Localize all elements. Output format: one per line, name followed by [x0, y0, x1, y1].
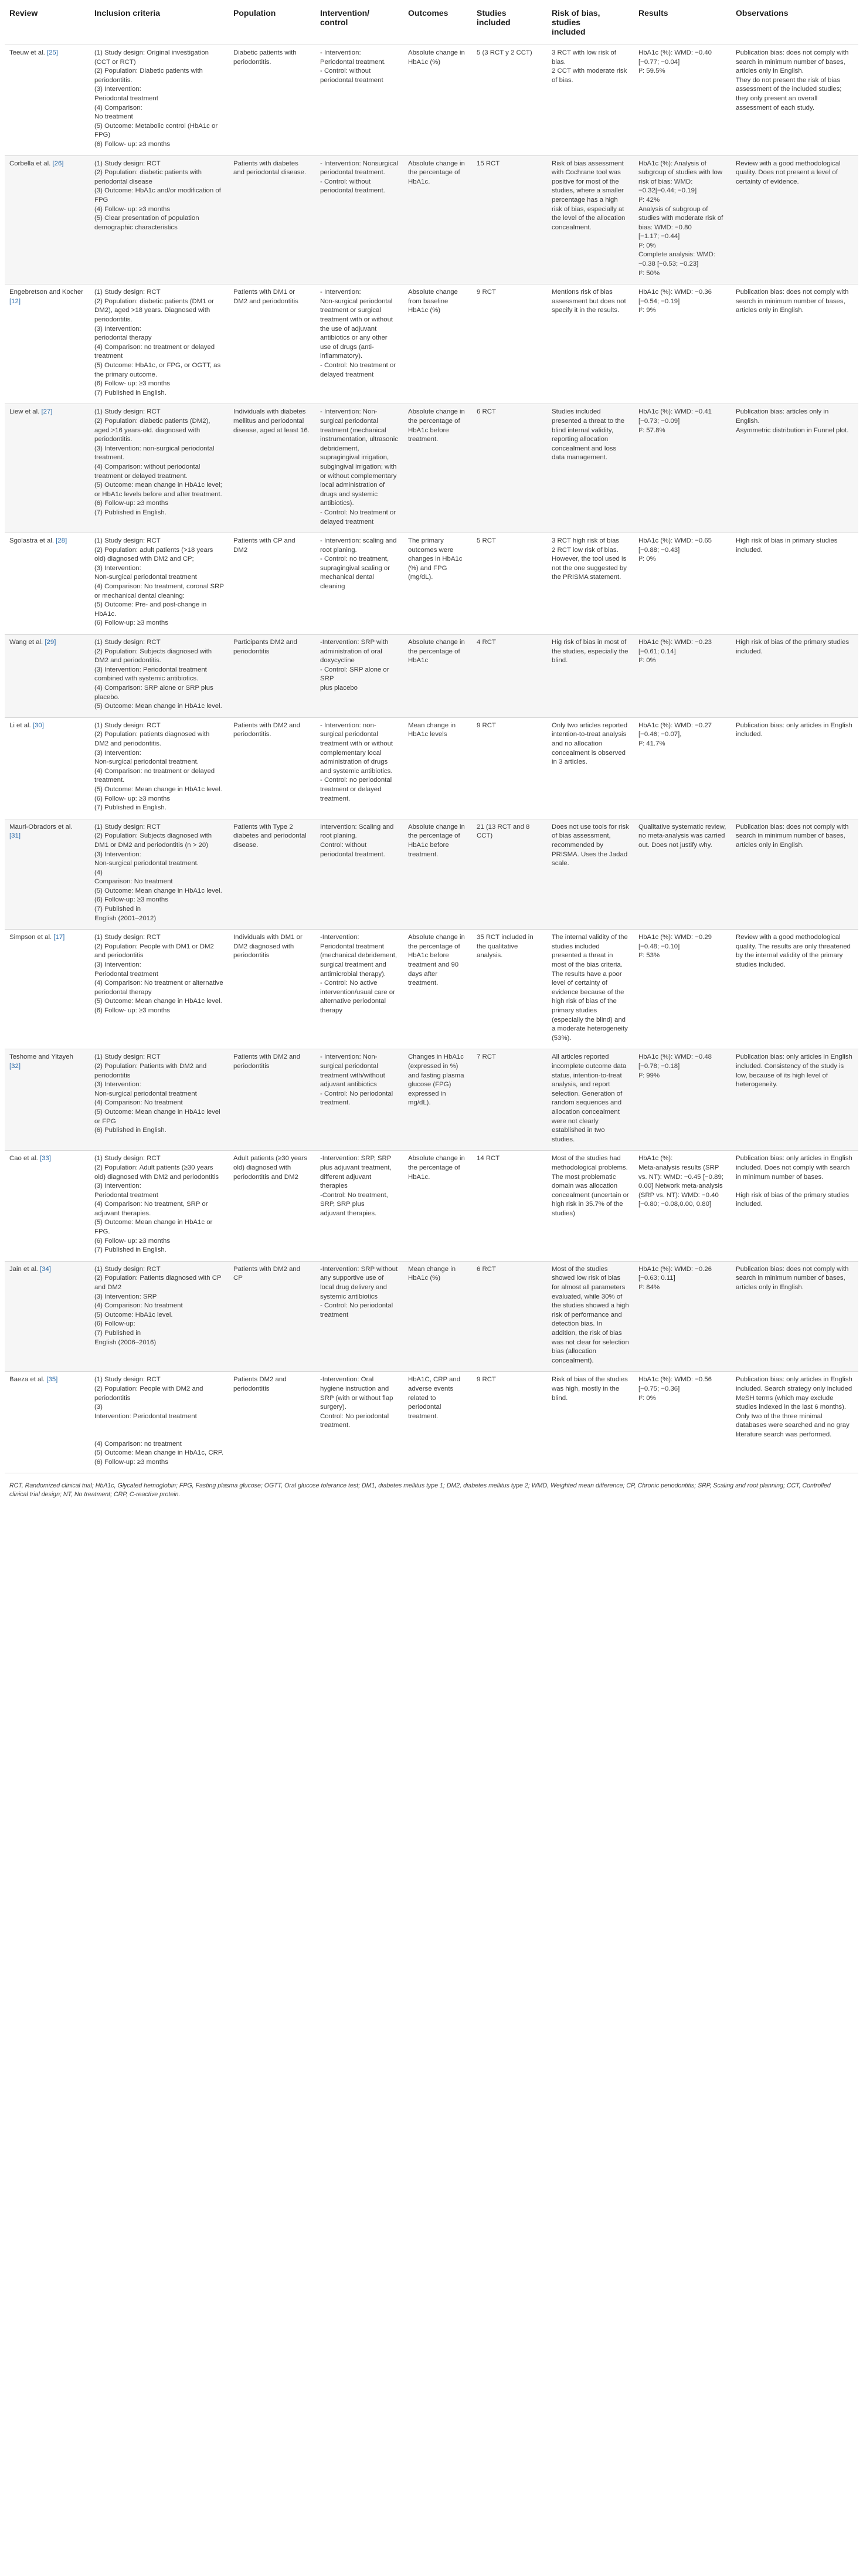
cell-inclusion-criteria: (1) Study design: RCT (2) Population: diabetic patients with periodontal disease (3) Outcome: HbA1c and/or modification of FPG (4) Follow- up: ≥3 months (5) Clear presentation of population demographic characteristics [90, 155, 229, 284]
cell-population: Adult patients (≥30 years old) diagnosed with periodontitis and DM2 [229, 1151, 315, 1262]
cell-risk-of-bias: All articles reported incomplete outcome data status, intention-to-treat analysis, and report selection. Generation of random sequences and allocation concealment were not clearly established in two studies. [547, 1049, 634, 1151]
reference-link[interactable]: [30] [32, 721, 44, 729]
cell-review [5, 1261, 90, 1372]
table-row [5, 819, 858, 930]
cell-outcomes: HbA1C, CRP and adverse events related to periodontal treatment. [403, 1372, 472, 1473]
header-row [5, 0, 858, 45]
cell-risk-of-bias: Risk of bias assessment with Cochrane tool was positive for most of the studies, where a smaller percentage has a high risk of bias, especially at the level of the allocation concealment. [547, 155, 634, 284]
cell-inclusion-criteria: (1) Study design: RCT (2) Population: Patients with DM2 and periodontitis (3) Intervention: Non-surgical periodontal treatment (4) Comparison: No treatment (5) Outcome: Mean change in HbA1c level or FPG (6) Published in English. [90, 1049, 229, 1151]
table-row [5, 404, 858, 533]
cell-population: Patients with DM2 and periodontitis [229, 1049, 315, 1151]
cell-inclusion-criteria: (1) Study design: RCT (2) Population: People with DM2 and periodontitis (3) Intervention: Periodontal treatment (4) Comparison: no treatment (5) Outcome: Mean change in HbA1c, CRP. (6) Follow-up: ≥3 months [90, 1372, 229, 1473]
cell-observations: Publication bias: only articles in English included. [731, 717, 858, 819]
table-row [5, 1372, 858, 1473]
cell-observations: Review with a good methodological quality. Does not present a level of certainty of evidence. [731, 155, 858, 284]
table-row [5, 284, 858, 404]
cell-intervention-control: -Intervention: Oral hygiene instruction and SRP (with or without flap surgery). Control: No periodontal treatment. [315, 1372, 403, 1473]
cell-studies-included: 6 RCT [472, 1261, 547, 1372]
table-row [5, 635, 858, 718]
cell-inclusion-criteria: (1) Study design: RCT (2) Population: Adult patients (≥30 years old) diagnosed with DM2 and periodontitis (3) Intervention: Periodontal treatment (4) Comparison: No treatment, SRP or adjuvant therapies. (5) Outcome: Mean change in HbA1c or FPG. (6) Follow- up: ≥3 months (7) Published in English. [90, 1151, 229, 1262]
cell-observations: Publication bias: does not comply with search in minimum number of bases, articles only in English. [731, 1261, 858, 1372]
cell-risk-of-bias: 3 RCT with low risk of bias. 2 CCT with moderate risk of bias. [547, 45, 634, 156]
cell-risk-of-bias: The internal validity of the studies included presented a threat in most of the bias criteria. The results have a poor level of certainty of evidence because of the high risk of bias of the primary studies (especially the blind) and a moderate heterogeneity (53%). [547, 930, 634, 1049]
table-body [5, 45, 858, 1473]
cell-review [5, 404, 90, 533]
cell-risk-of-bias: 3 RCT high risk of bias 2 RCT low risk of bias. However, the tool used is not the one suggested by the PRISMA statement. [547, 533, 634, 635]
reference-link[interactable]: [25] [46, 49, 58, 56]
cell-inclusion-criteria: (1) Study design: RCT (2) Population: diabetic patients (DM1 or DM2), aged >18 years. Diagnosed with periodontitis. (3) Intervention: periodontal therapy (4) Comparison: no treatment or delayed treatment (5) Outcome: HbA1c, or FPG, or OGTT, as the primary outcome. (6) Follow- up: ≥3 months (7) Published in English. [90, 284, 229, 404]
cell-intervention-control: - Intervention: Periodontal treatment. - Control: without periodontal treatment [315, 45, 403, 156]
cell-observations: Publication bias: only articles in English included. Does not comply with search in minimum number of bases. High risk of bias of the primary studies included. [731, 1151, 858, 1262]
review-author: Liew et al. [9, 408, 42, 416]
cell-risk-of-bias: Does not use tools for risk of bias assessment, recommended by PRISMA. Uses the Jadad scale. [547, 819, 634, 930]
cell-outcomes: Absolute change in the percentage of HbA1c. [403, 155, 472, 284]
cell-review [5, 155, 90, 284]
reference-link[interactable]: [12] [9, 297, 21, 305]
reference-link[interactable]: [34] [39, 1265, 51, 1273]
cell-intervention-control: -Intervention: SRP without any supportive use of local drug delivery and systemic antibiotics - Control: No periodontal treatment [315, 1261, 403, 1372]
cell-intervention-control: - Intervention: Non-surgical periodontal treatment with/without adjuvant antibiotics - Control: No periodontal treatment. [315, 1049, 403, 1151]
reference-link[interactable]: [17] [53, 934, 65, 941]
cell-studies-included: 14 RCT [472, 1151, 547, 1262]
header-review: Review [5, 0, 90, 45]
cell-inclusion-criteria: (1) Study design: Original investigation (CCT or RCT) (2) Population: Diabetic patients with periodontitis. (3) Intervention: Periodontal treatment (4) Comparison: No treatment (5) Outcome: Metabolic control (HbA1c or FPG) (6) Follow- up: ≥3 months [90, 45, 229, 156]
table-footnote: RCT, Randomized clinical trial; HbA1c, Glycated hemoglobin; FPG, Fasting plasma glucose; OGTT, Oral glucose tolerance test; DM1, diabetes mellitus type 1; DM2, diabetes mellitus type 2; WMD, Weighted mean difference; CP, Chronic periodontitis; SRP, Scaling and root planning; CCT, Controlled clinical trial design; NT, No treatment; CRP, C-reactive protein. [9, 1482, 831, 1499]
reference-link[interactable]: [29] [45, 639, 56, 646]
systematic-reviews-table [5, 0, 858, 1473]
cell-review [5, 1372, 90, 1473]
table-row [5, 45, 858, 156]
cell-population: Patients DM2 and periodontitis [229, 1372, 315, 1473]
cell-review [5, 819, 90, 930]
reference-link[interactable]: [33] [39, 1155, 51, 1162]
header-results: Results [634, 0, 731, 45]
cell-observations: Publication bias: does not comply with search in minimum number of bases, articles only in English. They do not present the risk of bias assessment of the included studies; they only present an overall assessment of each study. [731, 45, 858, 156]
cell-intervention-control: - Intervention: scaling and root planing. - Control: no treatment, supragingival scaling or mechanical dental cleaning [315, 533, 403, 635]
table-row [5, 930, 858, 1049]
cell-studies-included: 5 (3 RCT y 2 CCT) [472, 45, 547, 156]
reference-link[interactable]: [27] [41, 408, 53, 416]
cell-observations: Publication bias: does not comply with search in minimum number of bases, articles only in English. [731, 284, 858, 404]
cell-observations: Review with a good methodological quality. The results are only threatened by the internal validity of the primary studies included. [731, 930, 858, 1049]
review-author: Baeza et al. [9, 1376, 47, 1384]
table-row [5, 717, 858, 819]
cell-inclusion-criteria: (1) Study design: RCT (2) Population: Patients diagnosed with CP and DM2 (3) Intervention: SRP (4) Comparison: No treatment (5) Outcome: HbA1c level. (6) Follow-up: (7) Published in English (2006–2016) [90, 1261, 229, 1372]
cell-intervention-control: -Intervention: Periodontal treatment (mechanical debridement, surgical treatment and antimicrobial therapy). - Control: No active intervention/usual care or alternative periodontal therapy [315, 930, 403, 1049]
review-author: Cao et al. [9, 1155, 40, 1162]
review-author: Corbella et al. [9, 160, 53, 167]
cell-observations: High risk of bias in primary studies included. [731, 533, 858, 635]
cell-intervention-control: - Intervention: Nonsurgical periodontal treatment. - Control: without periodontal treatment. [315, 155, 403, 284]
cell-results: HbA1c (%): WMD: −0.26 [−0.63; 0.11] I²: 84% [634, 1261, 731, 1372]
cell-inclusion-criteria: (1) Study design: RCT (2) Population: patients diagnosed with DM2 and periodontitis. (3) Intervention: Non-surgical periodontal treatment. (4) Comparison: no treatment or delayed treatment. (5) Outcome: Mean change in HbA1c level. (6) Follow- up: ≥3 months (7) Published in English. [90, 717, 229, 819]
cell-population: Patients with DM2 and CP [229, 1261, 315, 1372]
cell-intervention-control: - Intervention: non-surgical periodontal treatment with or without complementary local administration of drugs and systemic antibiotics. - Control: no periodontal treatment or delayed treatment. [315, 717, 403, 819]
review-author: Wang et al. [9, 639, 45, 646]
cell-risk-of-bias: Most of the studies showed low risk of bias for almost all parameters evaluated, while 30% of the studies showed a high risk of performance and detection bias. In addition, the risk of bias was not clear for selection bias (allocation concealment). [547, 1261, 634, 1372]
cell-results: HbA1c (%): WMD: −0.65 [−0.88; −0.43] I²: 0% [634, 533, 731, 635]
reference-link[interactable]: [28] [56, 537, 67, 545]
cell-results: HbA1c (%): WMD: −0.27 [−0.46; −0.07], I²: 41.7% [634, 717, 731, 819]
reference-link[interactable]: [26] [52, 160, 64, 167]
cell-results: HbA1c (%): Meta-analysis results (SRP vs. NT): WMD: −0.45 [−0.89; 0.00] Network meta-analysis (SRP vs. NT): WMD: −0.40 [−0.80; −0.08,0.00, 0.80] [634, 1151, 731, 1262]
table-row [5, 1151, 858, 1262]
cell-intervention-control: - Intervention: Non-surgical periodontal treatment or surgical treatment with or without the use of adjuvant antibiotics or any other use of drugs (anti-inflammatory). - Control: No treatment or delayed treatment [315, 284, 403, 404]
cell-population: Patients with CP and DM2 [229, 533, 315, 635]
cell-population: Patients with DM1 or DM2 and periodontitis [229, 284, 315, 404]
cell-review [5, 1049, 90, 1151]
cell-outcomes: Absolute change in the percentage of HbA1c before treatment. [403, 819, 472, 930]
table-row [5, 1261, 858, 1372]
cell-population: Patients with diabetes and periodontal disease. [229, 155, 315, 284]
header-population: Population [229, 0, 315, 45]
cell-review [5, 45, 90, 156]
header-risk-of-bias: Risk of bias, studies included [547, 0, 634, 45]
cell-outcomes: Absolute change from baseline HbA1c (%) [403, 284, 472, 404]
cell-inclusion-criteria: (1) Study design: RCT (2) Population: People with DM1 or DM2 and periodontitis (3) Intervention: Periodontal treatment (4) Comparison: No treatment or alternative periodontal therapy (5) Outcome: Mean change in HbA1c level. (6) Follow- up: ≥3 months [90, 930, 229, 1049]
cell-studies-included: 4 RCT [472, 635, 547, 718]
cell-inclusion-criteria: (1) Study design: RCT (2) Population: adult patients (>18 years old) diagnosed with DM2 and CP; (3) Intervention: Non-surgical periodontal treatment (4) Comparison: No treatment, coronal SRP or mechanical dental cleaning: (5) Outcome: Pre- and post-change in HbA1c. (6) Follow-up: ≥3 months [90, 533, 229, 635]
cell-observations: Publication bias: does not comply with search in minimum number of bases, articles only in English. [731, 819, 858, 930]
cell-outcomes: The primary outcomes were changes in HbA1c (%) and FPG (mg/dL). [403, 533, 472, 635]
cell-intervention-control: -Intervention: SRP, SRP plus adjuvant treatment, different adjuvant therapies -Control: No treatment, SRP, SRP plus adjuvant therapies. [315, 1151, 403, 1262]
cell-review [5, 1151, 90, 1262]
table-row [5, 155, 858, 284]
cell-results: HbA1c (%): WMD: −0.40 [−0.77; −0.04] I²: 59.5% [634, 45, 731, 156]
review-author: Sgolastra et al. [9, 537, 56, 545]
cell-results: HbA1c (%): WMD: −0.56 [−0.75; −0.36] I²: 0% [634, 1372, 731, 1473]
cell-outcomes: Absolute change in the percentage of HbA1c. [403, 1151, 472, 1262]
cell-population: Diabetic patients with periodontitis. [229, 45, 315, 156]
cell-results: HbA1c (%): WMD: −0.23 [−0.61; 0.14] I²: 0% [634, 635, 731, 718]
review-author: Teshome and Yitayeh [9, 1053, 73, 1061]
cell-review [5, 635, 90, 718]
header-outcomes: Outcomes [403, 0, 472, 45]
cell-population: Individuals with DM1 or DM2 diagnosed with periodontitis [229, 930, 315, 1049]
review-author: Jain et al. [9, 1265, 40, 1273]
cell-studies-included: 9 RCT [472, 1372, 547, 1473]
cell-review [5, 717, 90, 819]
cell-results: HbA1c (%): WMD: −0.29 [−0.48; −0.10] I²: 53% [634, 930, 731, 1049]
cell-population: Patients with Type 2 diabetes and periodontal disease. [229, 819, 315, 930]
cell-studies-included: 7 RCT [472, 1049, 547, 1151]
cell-results: Qualitative systematic review, no meta-analysis was carried out. Does not justify why. [634, 819, 731, 930]
cell-outcomes: Absolute change in the percentage of HbA1c before treatment. [403, 404, 472, 533]
cell-results: HbA1c (%): WMD: −0.41 [−0.73; −0.09] I²: 57.8% [634, 404, 731, 533]
cell-intervention-control: -Intervention: SRP with administration of oral doxycycline - Control: SRP alone or SRP plus placebo [315, 635, 403, 718]
cell-outcomes: Mean change in HbA1c (%) [403, 1261, 472, 1372]
cell-observations: High risk of bias of the primary studies included. [731, 635, 858, 718]
cell-review [5, 284, 90, 404]
cell-results: HbA1c (%): WMD: −0.36 [−0.54; −0.19] I²: 9% [634, 284, 731, 404]
cell-risk-of-bias: Risk of bias of the studies was high, mostly in the blind. [547, 1372, 634, 1473]
cell-inclusion-criteria: (1) Study design: RCT (2) Population: diabetic patients (DM2), aged >16 years-old. diagnosed with periodontitis. (3) Intervention: non-surgical periodontal treatment. (4) Comparison: without periodontal treatment or delayed treatment. (5) Outcome: mean change in HbA1c level; or HbA1c levels before and after treatment. (6) Follow-up: ≥3 months (7) Published in English. [90, 404, 229, 533]
cell-review [5, 533, 90, 635]
cell-observations: Publication bias: articles only in English. Asymmetric distribution in Funnel plot. [731, 404, 858, 533]
cell-inclusion-criteria: (1) Study design: RCT (2) Population: Subjects diagnosed with DM1 or DM2 and periodontitis (n > 20) (3) Intervention: Non-surgical periodontal treatment. (4) Comparison: No treatment (5) Outcome: Mean change in HbA1c level. (6) Follow-up: ≥3 months (7) Published in English (2001–2012) [90, 819, 229, 930]
cell-outcomes: Absolute change in the percentage of HbA1c before treatment and 90 days after treatment. [403, 930, 472, 1049]
cell-population: Patients with DM2 and periodontitis. [229, 717, 315, 819]
cell-outcomes: Changes in HbA1c (expressed in %) and fasting plasma glucose (FPG) expressed in mg/dL). [403, 1049, 472, 1151]
cell-risk-of-bias: Most of the studies had methodological problems. The most problematic domain was allocation concealment (uncertain or high risk in 35.7% of the studies) [547, 1151, 634, 1262]
cell-studies-included: 21 (13 RCT and 8 CCT) [472, 819, 547, 930]
cell-studies-included: 9 RCT [472, 284, 547, 404]
cell-risk-of-bias: Studies included presented a threat to the blind internal validity, reporting allocation concealment and loss data management. [547, 404, 634, 533]
reference-link[interactable]: [35] [46, 1376, 58, 1384]
cell-studies-included: 6 RCT [472, 404, 547, 533]
review-author: Simpson et al. [9, 934, 54, 941]
cell-outcomes: Absolute change in the percentage of HbA1c [403, 635, 472, 718]
cell-observations: Publication bias: only articles in English included. Consistency of the study is low, because of its high level of heterogeneity. [731, 1049, 858, 1151]
cell-studies-included: 15 RCT [472, 155, 547, 284]
cell-risk-of-bias: Only two articles reported intention-to-treat analysis and no allocation concealment is observed in 3 articles. [547, 717, 634, 819]
header-inclusion-criteria: Inclusion criteria [90, 0, 229, 45]
cell-inclusion-criteria: (1) Study design: RCT (2) Population: Subjects diagnosed with DM2 and periodontitis. (3) Intervention: Periodontal treatment combined with systemic antibiotics. (4) Comparison: SRP alone or SRP plus placebo. (5) Outcome: Mean change in HbA1c level. [90, 635, 229, 718]
reference-link[interactable]: [31] [9, 832, 21, 840]
cell-results: HbA1c (%): Analysis of subgroup of studies with low risk of bias: WMD: −0.32[−0.44; −0.19] I²: 42% Analysis of subgroup of studies with moderate risk of bias: WMD: −0.80 [−1.17; −0.44] I²: 0% Complete analysis: WMD: −0.38 [−0.53; −0.23] I²: 50% [634, 155, 731, 284]
cell-population: Individuals with diabetes mellitus and periodontal disease, aged at least 16. [229, 404, 315, 533]
table-row [5, 1049, 858, 1151]
review-author: Engebretson and Kocher [9, 289, 84, 296]
review-author: Li et al. [9, 721, 33, 729]
cell-intervention-control: - Intervention: Non-surgical periodontal treatment (mechanical instrumentation, ultrasonic debridement, supragingival irrigation, subgingival irrigation; with or without complementary local administration of drugs and systemic antibiotics). - Control: No treatment or delayed treatment [315, 404, 403, 533]
cell-review [5, 930, 90, 1049]
cell-observations: Publication bias: only articles in English included. Search strategy only included MeSH terms (which may exclude studies indexed in the last 6 months). Only two of the three minimal databases were searched and no gray literature search was performed. [731, 1372, 858, 1473]
cell-intervention-control: Intervention: Scaling and root planing. Control: without periodontal treatment. [315, 819, 403, 930]
header-intervention-control: Intervention/ control [315, 0, 403, 45]
cell-outcomes: Absolute change in HbA1c (%) [403, 45, 472, 156]
review-author: Teeuw et al. [9, 49, 47, 56]
cell-population: Participants DM2 and periodontitis [229, 635, 315, 718]
cell-studies-included: 5 RCT [472, 533, 547, 635]
cell-outcomes: Mean change in HbA1c levels [403, 717, 472, 819]
review-author: Mauri-Obradors et al. [9, 823, 73, 831]
reference-link[interactable]: [32] [9, 1062, 21, 1070]
cell-studies-included: 35 RCT included in the qualitative analysis. [472, 930, 547, 1049]
table-row [5, 533, 858, 635]
cell-results: HbA1c (%): WMD: −0.48 [−0.78; −0.18] I²: 99% [634, 1049, 731, 1151]
cell-studies-included: 9 RCT [472, 717, 547, 819]
header-studies-included: Studies included [472, 0, 547, 45]
header-observations: Observations [731, 0, 858, 45]
cell-risk-of-bias: Hig risk of bias in most of the studies, especially the blind. [547, 635, 634, 718]
cell-risk-of-bias: Mentions risk of bias assessment but does not specify it in the results. [547, 284, 634, 404]
